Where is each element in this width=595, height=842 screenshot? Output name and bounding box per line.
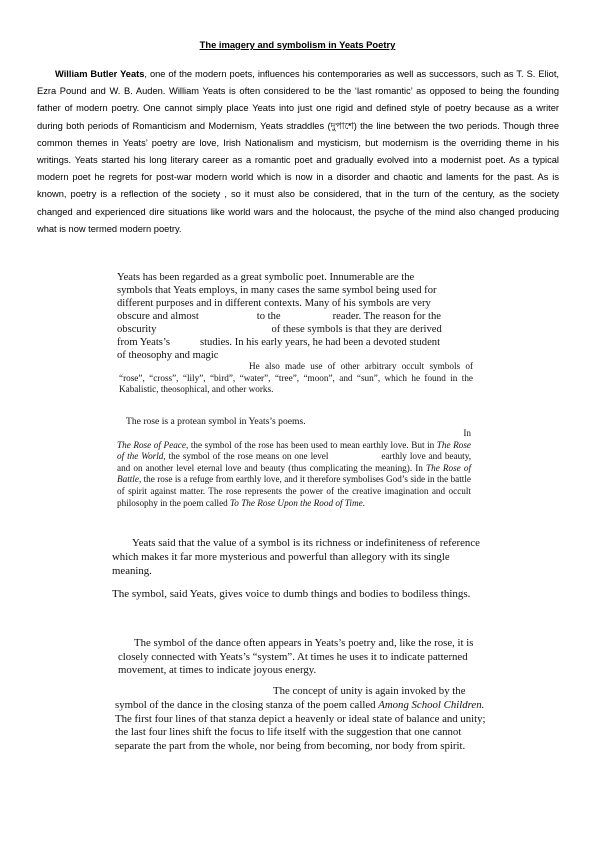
- excerpt-text: earthly love and beauty, and on another level eternal love and beauty (thus complicating the meaning). In: [117, 451, 472, 473]
- excerpt-text: Yeats said that the value of a symbol is its richness or indefiniteness of reference which makes it far more mysterious and powerful than allegory with its single meaning.: [112, 537, 480, 577]
- excerpt-symbolic-poet: [117, 271, 477, 362]
- excerpt-unity-dance: [115, 685, 487, 754]
- excerpt-rose-poems: [117, 428, 471, 509]
- intro-text-part2: ) the line between the two periods. Though three common themes in Yeats’ poetry are love, Irish Nationalism and mysticism, but modernism is the overriding theme in his writings. Yeats started his long literary career as a romantic poet and gradually evolved into a modernist poet. As a typical modern poet he regrets for post-war modern world which is now in a disorder and chaotic and laments for the past. As is known, poetry is a reflection of the society , so it must also be considered, that in the turn of the century, as the society changed and experienced dire situations like world wars and the holocaust, the psyche of the mind also changed producing what is now termed modern poetry.: [37, 120, 559, 234]
- intro-paragraph: [37, 66, 559, 238]
- excerpt-line: reader. The reason for the: [332, 311, 441, 322]
- excerpt-occult-symbols: [119, 361, 473, 396]
- excerpt-text: .: [362, 497, 365, 508]
- poem-title: The Rose of Peace: [117, 439, 186, 450]
- author-name: William Butler Yeats: [55, 69, 145, 79]
- excerpt-text: , the symbol of the rose has been used to mean earthly love. But in: [185, 439, 437, 450]
- excerpt-text: symbols of “rose”, “cross”, “lily”, “bird”, “water”, “tree”, “moon”, and “sun”, which he found in the Kabalistic, theosophical, and other works.: [119, 361, 474, 395]
- excerpt-line: from Yeats’s: [117, 337, 170, 348]
- intro-text-part1: , one of the modern poets, influences his contemporaries as well as successors, such as T. S. Eliot, Ezra Pound and W. B. Auden. William Yeats is often considered to be the ‘last romantic’ as opposed to being the founding father of modern poetry. One cannot simply place Yeats into just one rigid and defined style of poetry because as a writer during both periods of Romanticism and Modernism, Yeats straddles (: [37, 69, 559, 131]
- excerpt-symbol-voice: The symbol, said Yeats, gives voice to dumb things and bodies to bodiless things.: [112, 588, 471, 600]
- poem-title: Among School Children.: [378, 698, 485, 711]
- excerpt-value-of-symbol: [112, 537, 482, 578]
- excerpt-line: obscurity: [117, 324, 157, 335]
- excerpt-line: of theosophy and magic: [117, 350, 219, 361]
- excerpt-line: different purposes and in different contexts. Many of his symbols are very: [117, 298, 431, 309]
- excerpt-in-word: In: [463, 428, 471, 438]
- poem-title: The Rose of Battle: [117, 462, 471, 485]
- excerpt-text: The first four lines of that stanza depict a heavenly or ideal state of balance and unity; the last four lines shift the focus to life itself with the suggestion that one cannot separate the part from the whole, nor being from becoming, nor body from spirit.: [115, 712, 486, 753]
- excerpt-line: studies. In his early years, he had been a devoted student: [199, 337, 441, 348]
- excerpt-text: The symbol of the dance often appears in Yeats’s poetry and, like the rose, it is closely connected with Yeats’s “system”. At times he uses it to indicate patterned movement, at times to indicate joyous energy.: [118, 637, 474, 677]
- excerpt-line: of these symbols is that they are derived: [271, 324, 442, 335]
- excerpt-text: He also made use of other arbitrary occult: [249, 361, 425, 371]
- excerpt-line: Yeats has been regarded as a great symbolic poet. Innumerable are the: [117, 272, 415, 283]
- excerpt-text: , the rose is a refuge from earthly love, and it therefore symbolises God’s side in the battle of spirit against matter. The rose represents the power of the creative imagination and occult philosophy in the poem called: [117, 474, 471, 508]
- poem-title: To The Rose Upon the Rood of Time: [230, 497, 363, 508]
- excerpt-line: symbols that Yeats employs, in many cases the same symbol being used for: [117, 285, 437, 296]
- excerpt-text: , the symbol of the rose means on one level: [163, 451, 329, 462]
- bengali-gloss: দুপাশে: [330, 120, 354, 131]
- excerpt-rose-protean: The rose is a protean symbol in Yeats’s poems.: [126, 416, 306, 427]
- document-title: The imagery and symbolism in Yeats Poetry: [199, 39, 396, 50]
- excerpt-dance-symbol: [118, 637, 488, 678]
- poem-title: The Rose of the World: [117, 439, 472, 462]
- excerpt-text: The concept of unity is again invoked by the symbol of the dance in the closing stanza of the poem called: [115, 685, 466, 711]
- excerpt-line: to the: [256, 311, 281, 322]
- excerpt-line: obscure and almost: [117, 311, 199, 322]
